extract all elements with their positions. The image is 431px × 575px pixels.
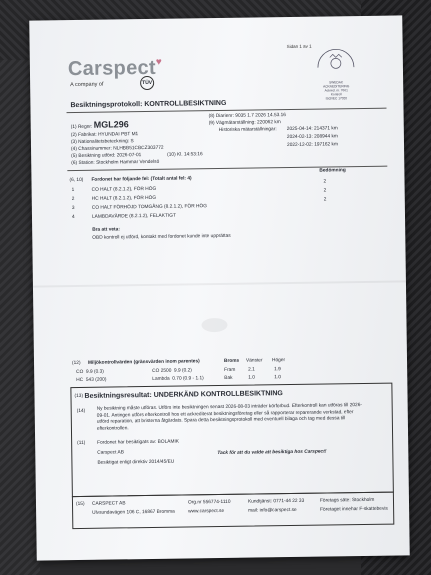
inspector: Fordonet har besiktigats av: BOLAMIK [97,439,180,446]
history-item: 2022-12-02: 197162 km [286,142,338,149]
vehicle-row: (3) Nationalitetsbeteckning: S [70,139,134,146]
defect-rating: 2 [323,179,327,185]
crest-line: ISO/IEC 17020 [325,96,348,101]
defect-text: CO HALT FÖRHÖJD TOMGÅNG (8.2.1.2), FÖR HÖG [91,204,207,211]
inspector-ref: (11) [77,440,86,447]
inspection-time: (10) Kl. 14:53:16 [167,152,203,158]
defects-column-ref: (6, 10) [69,177,84,184]
footer-seat: Företags säte: Stockholm [319,497,375,504]
footer-tax: Företaget innehar F-skattebevis [320,506,388,513]
carspect-logo: Carspect♥ [67,56,163,81]
emission-value: CO 9.9 (0.3) [76,369,104,376]
regno-label: Regnr: [77,124,93,130]
defect-number: 2 [71,197,75,203]
vehicle-row: (6) Station: Stockholm Hammar Vendelsö [71,159,160,167]
swedac-crest-icon [312,45,360,76]
brakes-head: Broms [223,358,240,364]
rating-label: Bedömning [319,168,346,174]
brake-cell: Bak [224,375,233,381]
brake-cell: 1.0 [274,375,281,381]
defect-text: HC HALT (8.2.1.2), FÖR HÖG [91,195,157,202]
brakes-head: Vänster [245,358,263,364]
swedac-crest [312,45,361,100]
crest-text [312,80,360,101]
brake-cell: 2.1 [248,367,255,373]
defects-heading: Fordonet har följande fel: (Totalt antal fel: 4) [91,176,192,183]
footer-website: www.carspect.se [188,508,225,515]
regno-row: (1) Regnr: MGL296 [70,119,129,131]
result-company: Carspect AB [97,450,124,456]
document-title: Besiktningsprotokoll: KONTROLLBESIKTNING [70,99,227,110]
defect-rating: 2 [323,197,327,203]
crest-line: SWEDAC [329,80,344,85]
company-line: A company of [70,81,104,89]
defect-text: LAMBDAVÄRDE (8.2.1.2), FELAKTIGT [91,213,176,220]
emission-value: CO 2500 9.9 (0.2) [152,368,192,374]
footer-email: mail: info@carspect.se [248,507,297,514]
crest-line: Kontroll [330,92,342,97]
emissions-ref: (12) [72,360,81,367]
vehicle-right-row: (8) Diarienr: 9035 1.7 2026 14.53.16 [208,113,286,120]
brake-cell: 1.0 [248,375,255,381]
paper-fold [33,280,406,287]
result-para-ref: (14) [76,408,86,415]
vehicle-right-row: (9) Vägmätarställning: 220062 km [208,120,281,127]
emissions-heading: Miljökontrollvärden (gränsvärden inom parentes) [88,359,200,366]
defect-number: 4 [71,215,75,221]
inspection-protocol-document [29,15,410,560]
defect-rating: 2 [323,188,327,194]
footer-orgnr: Org.nr 556774-1110 [187,499,231,506]
brakes-head: Höger [271,358,286,364]
footer-address: Ulvsundavägen 106 C, 16867 Bromma [92,509,175,516]
result-ref: (13) [74,393,84,400]
crest-line: Ackred. nr. 7661 [324,88,348,93]
history-item: 2025-04-14: 214371 km [286,126,338,133]
tuv-logo-icon: TÜV [140,76,154,90]
emission-value: Lambda 0.70 (0.9 - 1.1) [152,376,204,382]
footer-company: CARSPECT AB [91,501,126,507]
paper-smudge [201,318,227,332]
defect-number: 3 [71,206,75,212]
vehicle-row: (4) Chassinummer: NLHBB51CBCZ303772 [71,145,164,153]
note-title: Bra att veta: [92,227,120,233]
footer-phone: Kundtjänst: 0771-44 22 33 [247,498,305,505]
emission-value: HC 543 (200) [76,377,107,384]
page-number: Sidan 1 av 1 [286,43,312,50]
regno-value: MGL296 [93,119,129,130]
heart-icon: ♥ [155,56,163,68]
footer-ref: (15) [75,501,85,508]
defect-number: 1 [71,188,75,194]
result-paragraph: Ny besiktning måste utföras. Utförs inte besiktningen senast 2026-08-03 inträder körforbud. Efterkontroll kan utföras till 2026-09-01. Antingen utförs efterkontroll hos ett ackrediterat besiktningsföretag eller så rapporterar reparerande verkstad, efter utförd reparation, att bristerna åtgärdats. Spara detta besiktningsprotokoll med eventuell bilaga och tag med dessa till efterkontrollen. [96,403,363,432]
brake-cell: 1.9 [274,367,281,373]
result-title: Besiktningsresultat: UNDERKÄND KONTROLLBESIKTNING [84,390,283,400]
history-label: Historiska mätarställningar: [218,127,277,133]
brake-cell: Fram [224,367,236,373]
history-item: 2024-02-13: 208944 km [286,134,338,141]
divider [67,108,387,113]
thanks-message: Tack för att du valde att besiktiga hos Carspect! [217,449,327,457]
crest-line: ACKREDITERING [323,84,350,89]
vehicle-row: (5) Besiktning utförd: 2026-07-01 [71,153,142,160]
defect-text: CO HALT (8.2.1.2), FÖR HÖG [91,186,157,193]
vehicle-row: (2) Fabrikat: HYUNDAI PBT M1 [70,132,139,139]
note-text: OBD kontroll ej utförd, kontakt med fordonet kunde inte upprättas [92,233,231,241]
directive: Besiktigat enligt direktiv 2014/45/EU [97,459,175,466]
